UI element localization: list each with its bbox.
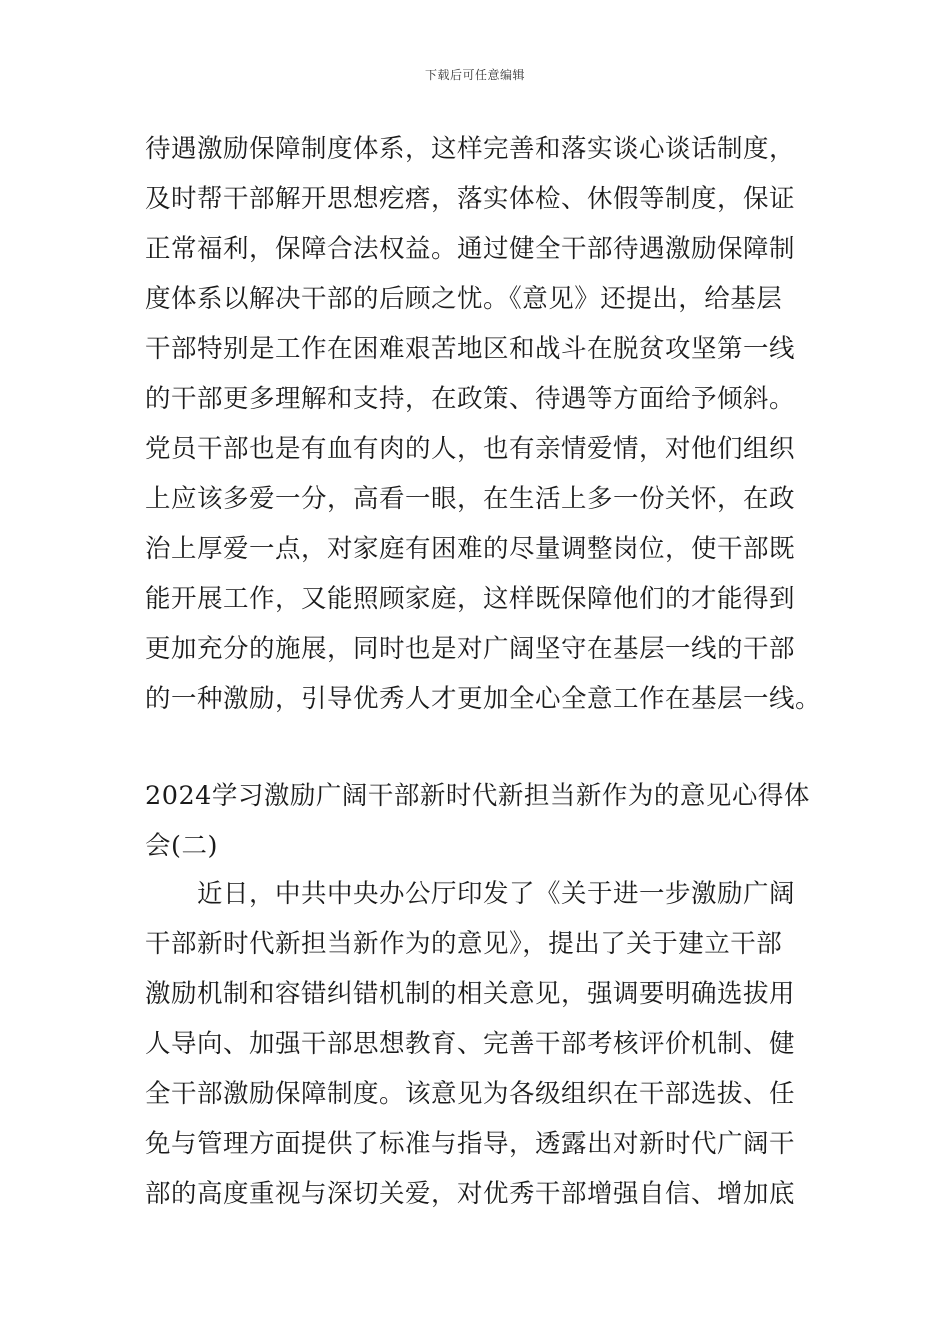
- text-line: 能开展工作，又能照顾家庭，这样既保障他们的才能得到: [145, 584, 796, 614]
- text-line: 全干部激励保障制度。该意见为各级组织在干部选拔、任: [145, 1079, 796, 1109]
- text-line: 上应该多爱一分，高看一眼，在生活上多一份关怀，在政: [145, 484, 796, 514]
- paragraph-2: [145, 869, 810, 1219]
- text-line: 人导向、加强干部思想教育、完善干部考核评价机制、健: [145, 1029, 796, 1059]
- text-line: 的一种激励，引导优秀人才更加全心全意工作在基层一线。: [145, 684, 822, 714]
- text-line: 正常福利，保障合法权益。通过健全干部待遇激励保障制: [145, 234, 796, 264]
- page-header: 下载后可任意编辑: [424, 68, 525, 82]
- text-line: 激励机制和容错纠错机制的相关意见，强调要明确选拔用: [145, 979, 796, 1009]
- title-line: 2024学习激励广阔干部新时代新担当新作为的意见心得体: [145, 781, 810, 811]
- paragraph-1: [145, 124, 822, 724]
- text-line: 党员干部也是有血有肉的人，也有亲情爱情，对他们组织: [145, 434, 796, 464]
- text-line: 干部新时代新担当新作为的意见》，提出了关于建立干部: [145, 929, 783, 959]
- text-line: 干部特别是工作在困难艰苦地区和战斗在脱贫攻坚第一线: [145, 334, 796, 364]
- text-line: 待遇激励保障制度体系，这样完善和落实谈心谈话制度，: [145, 134, 796, 164]
- title-line: 会(二): [145, 831, 218, 861]
- text-line: 度体系以解决干部的后顾之忧。《意见》还提出，给基层: [145, 284, 783, 314]
- text-line: 免与管理方面提供了标准与指导，透露出对新时代广阔干: [145, 1129, 796, 1159]
- text-line: 近日，中共中央办公厅印发了《关于进一步激励广阔: [197, 879, 796, 909]
- text-line: 治上厚爱一点，对家庭有困难的尽量调整岗位，使干部既: [145, 534, 796, 564]
- text-line: 及时帮干部解开思想疙瘩，落实体检、休假等制度，保证: [145, 184, 796, 214]
- text-line: 部的高度重视与深切关爱，对优秀干部增强自信、增加底: [145, 1179, 796, 1209]
- text-line: 更加充分的施展，同时也是对广阔坚守在基层一线的干部: [145, 634, 796, 664]
- section-title: [145, 771, 810, 871]
- text-line: 的干部更多理解和支持，在政策、待遇等方面给予倾斜。: [145, 384, 796, 414]
